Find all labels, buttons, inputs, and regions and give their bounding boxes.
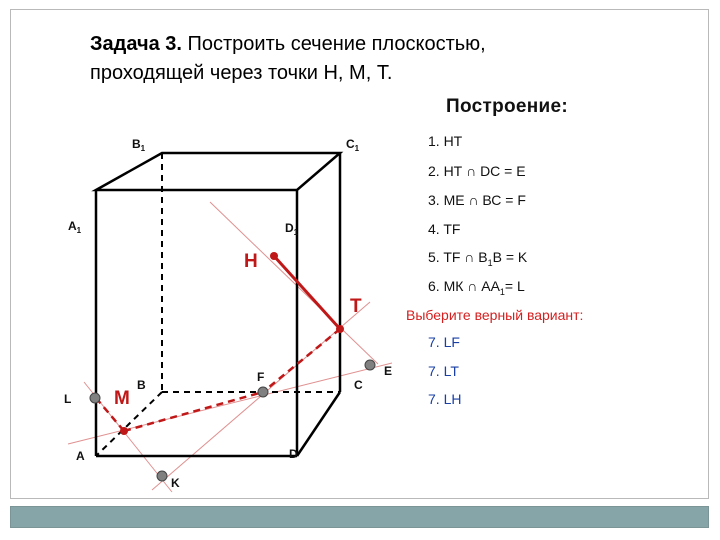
label-a: А — [76, 449, 85, 463]
option-lf[interactable]: 7. LF — [428, 334, 460, 350]
label-h: Н — [244, 251, 258, 272]
step-3: 3. МЕ ∩ ВС = F — [428, 192, 526, 208]
edge-dc — [297, 392, 340, 456]
label-l: L — [64, 392, 72, 406]
line-ht-extension — [210, 202, 378, 364]
label-b1: $В_1$ — [132, 137, 146, 153]
label-k: K — [171, 476, 180, 490]
label-t: Т — [350, 296, 362, 317]
step-4: 4. TF — [428, 221, 461, 237]
point-h — [270, 252, 278, 260]
hidden-edges — [96, 153, 340, 456]
footer-bar — [10, 506, 709, 528]
label-e: E — [384, 364, 393, 378]
step-5-text-b: B = K — [492, 249, 528, 265]
label-d: D — [289, 447, 298, 461]
step-5-sub: 1 — [487, 257, 493, 268]
step-2: 2. НТ ∩ DC = Е — [428, 163, 526, 179]
task-text-line2: проходящей через точки Н, М, Т. — [90, 62, 393, 84]
point-l — [90, 393, 100, 403]
label-d1: $D_1$ — [285, 221, 299, 237]
step-6-text-a: 6. МК ∩ АА — [428, 278, 500, 294]
step-1: 1. НТ — [428, 133, 463, 149]
point-e — [365, 360, 375, 370]
label-f: F — [257, 370, 265, 384]
step-6-sub: 1 — [499, 286, 505, 297]
step-5-text-a: 5. TF ∩ B — [428, 249, 488, 265]
task-text-line1: Построить сечение плоскостью, — [181, 33, 486, 55]
label-a1: $А_1$ — [68, 219, 82, 235]
label-m: М — [114, 388, 130, 409]
task-label: Задача 3. — [90, 33, 182, 55]
top-face — [96, 153, 340, 190]
label-b: В — [137, 378, 146, 392]
option-lt[interactable]: 7. LT — [428, 363, 459, 379]
point-f — [258, 387, 268, 397]
segment-ht — [274, 256, 340, 329]
label-c: С — [354, 378, 363, 392]
auxiliary-lines — [68, 202, 392, 492]
point-m — [120, 427, 128, 435]
label-c1: $С_1$ — [346, 137, 360, 153]
choose-prompt: Выберите верный вариант: — [406, 307, 584, 323]
option-lh[interactable]: 7. LH — [428, 391, 462, 407]
point-k — [157, 471, 167, 481]
visible-edges — [96, 153, 340, 456]
point-t — [336, 325, 344, 333]
step-6-text-b: = L — [504, 278, 525, 294]
segment-tf — [263, 329, 340, 392]
construction-heading: Построение: — [446, 96, 569, 117]
